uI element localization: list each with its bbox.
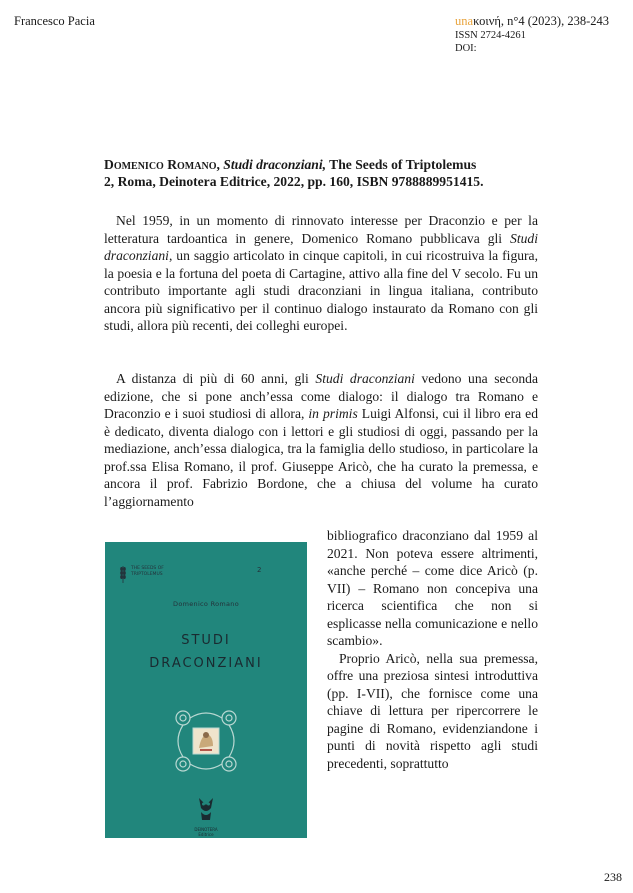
p2-part-b: vedono una seconda edizione, che si pone anch’essa come dialogo: il dialogo tra Romano e Draconzio e i suoi studiosi di allora,	[104, 371, 539, 421]
owl-icon	[197, 796, 215, 826]
cover-author: Domenico Romano	[173, 600, 239, 608]
cover-series-number: 2	[257, 566, 262, 574]
reviewed-title: Studi draconziani,	[223, 157, 327, 172]
book-cover-image	[105, 542, 307, 838]
p1-italic: Studi draconziani	[104, 230, 538, 263]
cover-series-line-2: TRIPTOLEMUS	[131, 572, 163, 577]
journal-name	[455, 14, 501, 28]
cover-series-line-1: THE SEEDS OF	[131, 566, 164, 571]
paragraph-3: Proprio Aricò, nella sua premessa, offre una preziosa sintesi introduttiva (pp. I-VII), che fornisce come una chiave di lettura per ripercorrere le pagine di Romano, evidenziandone i punti di novità rispetto agli studi precedenti, soprattutto	[327, 650, 538, 771]
cover-title-line-2: DRACONZIANI	[149, 656, 263, 671]
p1-part-b: , un saggio articolato in cinque capitoli, in cui ricostruiva la figura, la poesia e la fortuna del poeta di Cartagine, attivo alla fine del V secolo. Fu un contributo importante agli studi draconziani in lingua italiana, contributo ancora più significativo per il continuo dialogo instaurato da Romano con gli studi, allora più recenti, dei colleghi europei.	[104, 248, 538, 333]
p1-part-a: Nel 1959, in un momento di rinnovato interesse per Draconzio e per la letteratura tardoantica in genere, Domenico Romano pubblicava gli	[104, 213, 538, 246]
paragraph-2	[104, 370, 538, 510]
reviewed-details-1: The Seeds of Triptolemus	[326, 157, 477, 172]
paragraph-1	[104, 212, 538, 335]
journal-issue: , n°4 (2023), 238-243	[500, 14, 610, 28]
running-head-journal	[455, 13, 609, 55]
issn: ISSN 2724-4261	[455, 30, 526, 41]
ornament-frame-icon	[171, 706, 241, 776]
p2-part-c: Luigi Alfonsi, cui il libro era ed è dedicato, diventa dialogo con i lettori e gli studiosi di oggi, passando per la mediazione, anch’essa dialogica, tra la famiglia dello studioso, in particolare la prof.ssa Elisa Romano, il prof. Giuseppe Aricò, che ha curato la premessa, e ancora il prof. Fabrizio Bordone, che a chiusa del volume ha curato l’aggiornamento	[104, 406, 538, 509]
p2-italic-2: in primis	[308, 406, 358, 421]
paragraph-column	[327, 527, 538, 772]
journal-name-greek: κοινή	[473, 14, 501, 28]
cover-publisher-line-1: DEINOTERA	[194, 827, 218, 832]
cover-series	[131, 566, 164, 578]
paragraph-1-text	[104, 212, 538, 335]
reviewed-details-2: 2, Roma, Deinotera Editrice, 2022, pp. 160, ISBN 9788889951415.	[104, 174, 484, 189]
journal-name-latin: una	[455, 14, 474, 28]
review-heading	[104, 156, 536, 190]
paragraph-2-continued: bibliografico draconziano dal 1959 al 2021. Non poteva essere altrimenti, «anche perché – come dice Aricò (p. VII) – Romano non concepiva una ricerca scientifica che non si esplicasse nella comunicazione e nello scambio».	[327, 528, 538, 648]
p2-italic-1: Studi draconziani	[315, 371, 415, 386]
reviewed-author: Domenico Romano,	[104, 157, 220, 172]
p2-part-a: A distanza di più di 60 anni, gli	[116, 371, 316, 386]
doi: DOI:	[455, 43, 477, 54]
page-number: 238	[604, 870, 622, 884]
cover-publisher	[105, 827, 307, 837]
paragraph-2-text	[104, 370, 538, 510]
journal-citation	[455, 13, 609, 29]
cover-publisher-line-2: Editrice	[198, 832, 214, 837]
wheat-icon	[119, 564, 127, 584]
running-head-author: Francesco Pacia	[14, 14, 95, 28]
cover-title-line-1: STUDI	[181, 633, 231, 648]
